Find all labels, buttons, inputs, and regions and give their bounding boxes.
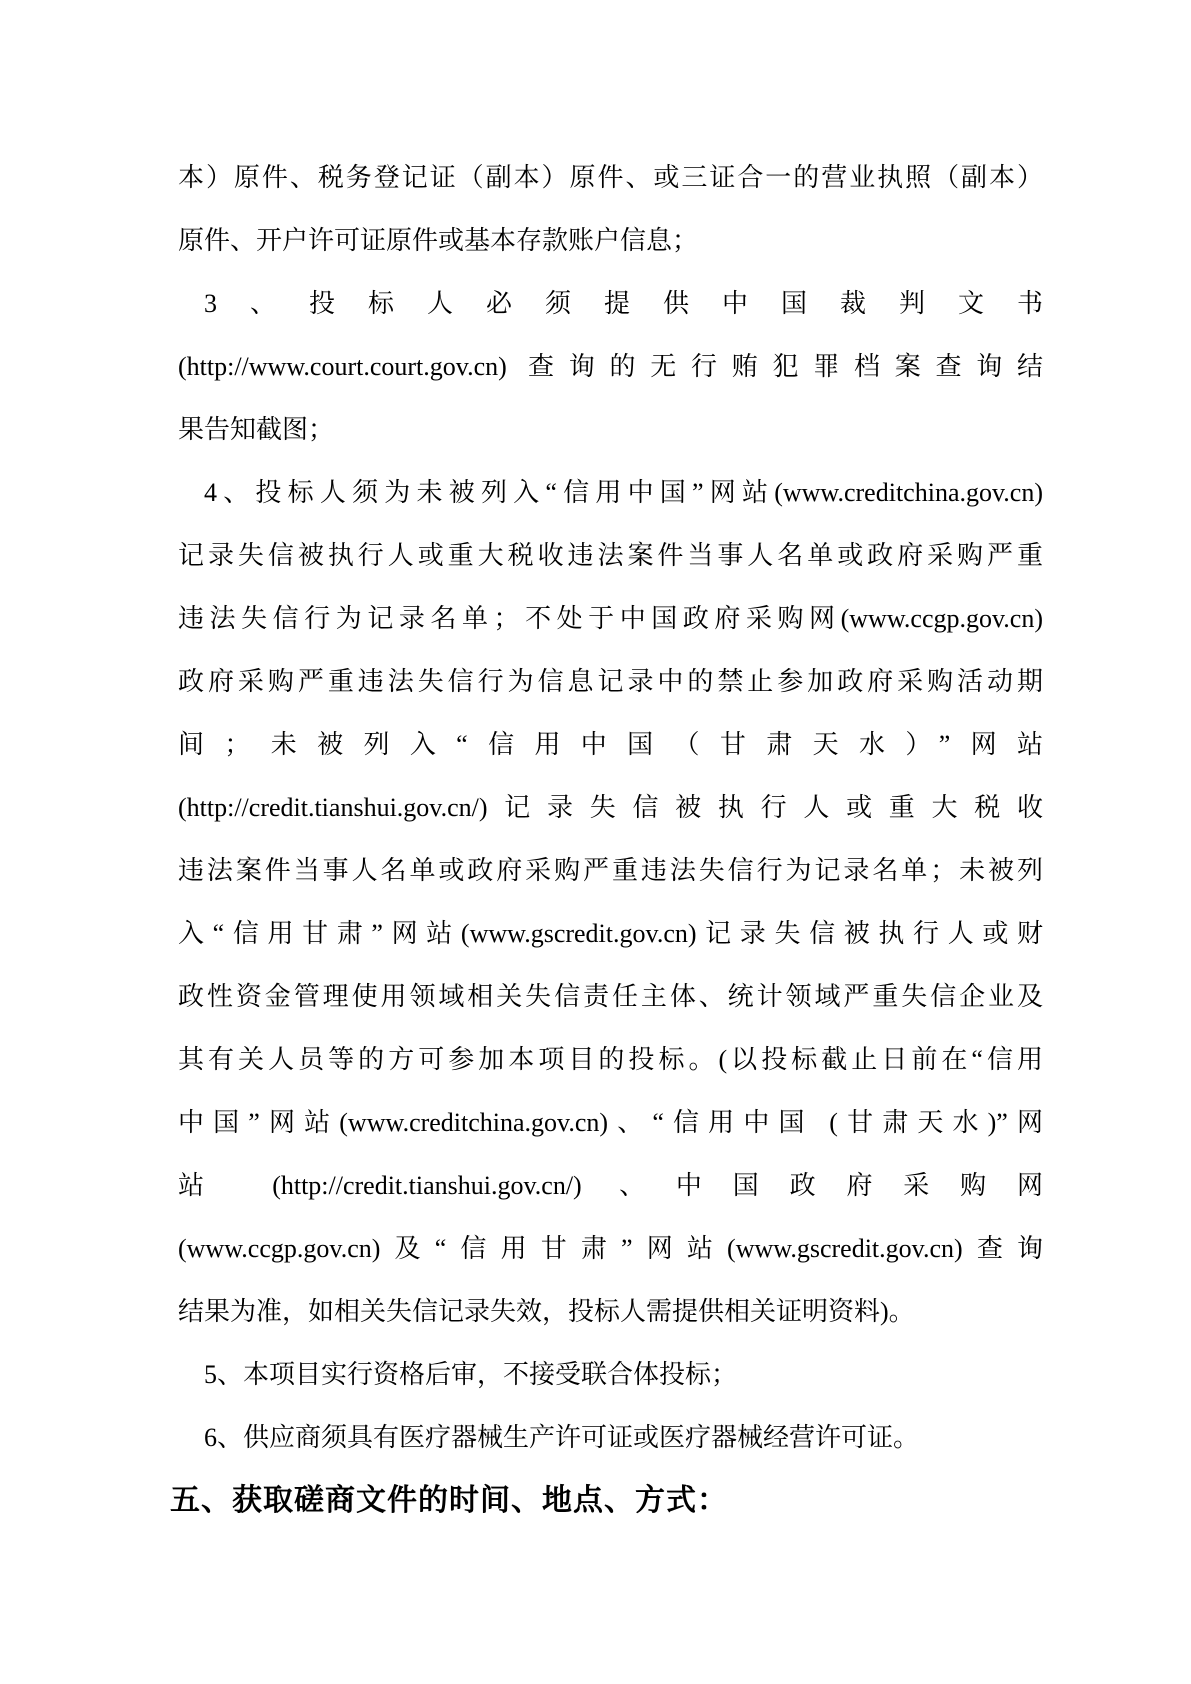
text-line-10: 间；未被列入“信用中国（甘肃天水）”网站 <box>178 730 1043 759</box>
text-line-19: 结果为准，如相关失信记录失效，投标人需提供相关证明资料)。 <box>178 1297 915 1326</box>
text-line-6: 4、投标人须为未被列入“信用中国”网站(www.creditchina.gov.cn) <box>204 478 1043 507</box>
text-line-16: 中国”网站(www.creditchina.gov.cn)、“信用中国 (甘肃天水)”网 <box>178 1108 1043 1137</box>
text-line-1: 本）原件、税务登记证（副本）原件、或三证合一的营业执照（副本） <box>178 163 1043 192</box>
section-heading: 五、获取磋商文件的时间、地点、方式： <box>170 1484 728 1517</box>
text-line-20: 5、本项目实行资格后审，不接受联合体投标； <box>204 1360 738 1389</box>
text-line-9: 政府采购严重违法失信行为信息记录中的禁止参加政府采购活动期 <box>178 667 1043 696</box>
text-line-7: 记录失信被执行人或重大税收违法案件当事人名单或政府采购严重 <box>178 541 1043 570</box>
text-line-5: 果告知截图； <box>178 415 335 444</box>
text-line-17: 站 (http://credit.tianshui.gov.cn/) 、中国政府采购网 <box>178 1171 1043 1200</box>
text-line-2: 原件、开户许可证原件或基本存款账户信息； <box>178 226 699 255</box>
text-line-13: 入“信用甘肃”网站(www.gscredit.gov.cn)记录失信被执行人或财 <box>178 919 1043 948</box>
text-line-14: 政性资金管理使用领域相关失信责任主体、统计领域严重失信企业及 <box>178 982 1043 1011</box>
text-line-18: (www.ccgp.gov.cn)及“信用甘肃”网站(www.gscredit.gov.cn)查询 <box>178 1234 1043 1263</box>
text-line-15: 其有关人员等的方可参加本项目的投标。(以投标截止日前在“信用 <box>178 1045 1043 1074</box>
text-line-3: 3、投标人必须提供中国裁判文书 <box>204 289 1043 318</box>
text-line-4: (http://www.court.court.gov.cn) 查询的无行贿犯罪档案查询结 <box>178 352 1043 381</box>
text-line-8: 违法失信行为记录名单；不处于中国政府采购网(www.ccgp.gov.cn) <box>178 604 1043 633</box>
document-body <box>170 146 1043 1532</box>
text-line-21: 6、供应商须具有医疗器械生产许可证或医疗器械经营许可证。 <box>204 1423 920 1452</box>
text-line-12: 违法案件当事人名单或政府采购严重违法失信行为记录名单；未被列 <box>178 856 1043 885</box>
text-line-11: (http://credit.tianshui.gov.cn/)记录失信被执行人或重大税收 <box>178 793 1043 822</box>
